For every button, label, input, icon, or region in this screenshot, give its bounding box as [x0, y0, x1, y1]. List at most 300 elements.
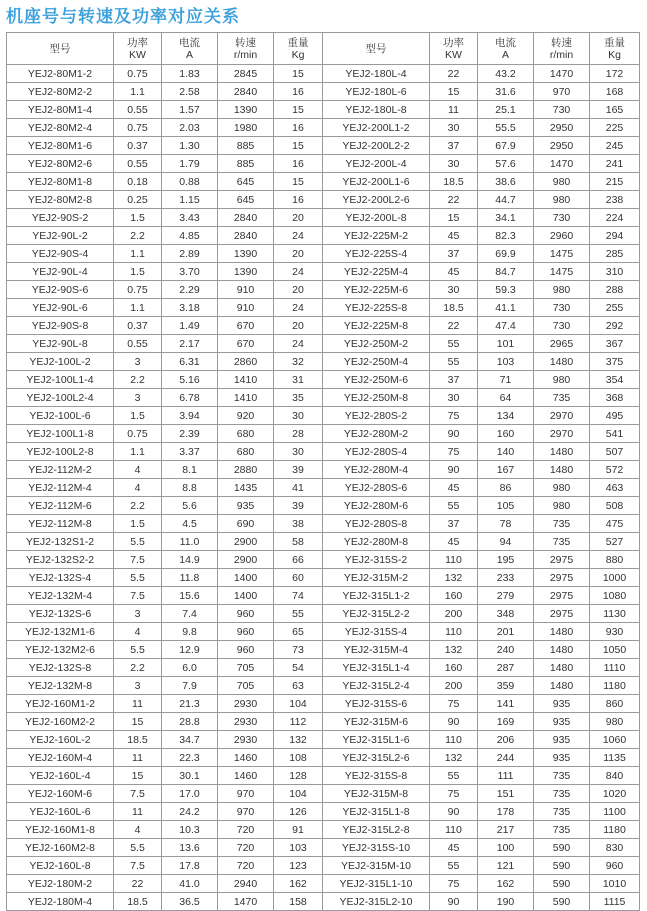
model-cell: YEJ2-280M-2 [323, 425, 430, 443]
speed-cell: 670 [218, 317, 274, 335]
model-cell: YEJ2-160L-2 [7, 731, 114, 749]
power-cell: 4 [114, 479, 162, 497]
current-cell: 244 [478, 749, 534, 767]
power-cell: 132 [430, 641, 478, 659]
speed-cell: 730 [534, 317, 590, 335]
speed-cell: 1480 [534, 641, 590, 659]
weight-cell: 74 [274, 587, 323, 605]
speed-cell: 590 [534, 857, 590, 875]
table-row [7, 83, 640, 101]
current-cell: 167 [478, 461, 534, 479]
current-cell: 111 [478, 767, 534, 785]
current-cell: 348 [478, 605, 534, 623]
speed-cell: 735 [534, 767, 590, 785]
speed-cell: 690 [218, 515, 274, 533]
header-current-unit: A [185, 48, 193, 61]
current-cell: 11.8 [162, 569, 218, 587]
header-speed-unit: r/min [233, 48, 258, 61]
header-speed [218, 33, 274, 65]
weight-cell: 285 [590, 245, 640, 263]
table-row [7, 569, 640, 587]
speed-cell: 1480 [534, 677, 590, 695]
model-cell: YEJ2-132S-6 [7, 605, 114, 623]
header-speed-label: 转速 [235, 36, 256, 49]
current-cell: 279 [478, 587, 534, 605]
speed-cell: 590 [534, 875, 590, 893]
model-cell: YEJ2-132S2-2 [7, 551, 114, 569]
power-cell: 75 [430, 443, 478, 461]
speed-cell: 1390 [218, 101, 274, 119]
power-cell: 1.1 [114, 83, 162, 101]
model-cell: YEJ2-250M-4 [323, 353, 430, 371]
model-cell: YEJ2-112M-8 [7, 515, 114, 533]
weight-cell: 1050 [590, 641, 640, 659]
table-row [7, 497, 640, 515]
model-cell: YEJ2-80M1-6 [7, 137, 114, 155]
current-cell: 0.88 [162, 173, 218, 191]
model-cell: YEJ2-112M-6 [7, 497, 114, 515]
power-cell: 55 [430, 335, 478, 353]
speed-cell: 720 [218, 821, 274, 839]
current-cell: 38.6 [478, 173, 534, 191]
power-cell: 37 [430, 371, 478, 389]
table-row [7, 245, 640, 263]
header-power [430, 33, 478, 65]
power-cell: 90 [430, 803, 478, 821]
speed-cell: 680 [218, 443, 274, 461]
current-cell: 359 [478, 677, 534, 695]
weight-cell: 16 [274, 83, 323, 101]
speed-cell: 720 [218, 857, 274, 875]
header-current [478, 33, 534, 65]
weight-cell: 15 [274, 65, 323, 83]
speed-cell: 645 [218, 191, 274, 209]
current-cell: 6.31 [162, 353, 218, 371]
current-cell: 17.8 [162, 857, 218, 875]
power-cell: 37 [430, 245, 478, 263]
speed-cell: 2965 [534, 335, 590, 353]
current-cell: 36.5 [162, 893, 218, 911]
model-cell: YEJ2-100L-6 [7, 407, 114, 425]
power-cell: 7.5 [114, 587, 162, 605]
power-cell: 5.5 [114, 569, 162, 587]
speed-cell: 1410 [218, 389, 274, 407]
current-cell: 13.6 [162, 839, 218, 857]
header-current [162, 33, 218, 65]
power-cell: 75 [430, 875, 478, 893]
weight-cell: 475 [590, 515, 640, 533]
current-cell: 84.7 [478, 263, 534, 281]
model-cell: YEJ2-280M-4 [323, 461, 430, 479]
power-cell: 3 [114, 389, 162, 407]
weight-cell: 126 [274, 803, 323, 821]
current-cell: 22.3 [162, 749, 218, 767]
speed-cell: 980 [534, 191, 590, 209]
model-cell: YEJ2-225M-8 [323, 317, 430, 335]
weight-cell: 1130 [590, 605, 640, 623]
power-cell: 55 [430, 353, 478, 371]
current-cell: 6.0 [162, 659, 218, 677]
weight-cell: 294 [590, 227, 640, 245]
power-cell: 3 [114, 677, 162, 695]
current-cell: 121 [478, 857, 534, 875]
current-cell: 31.6 [478, 83, 534, 101]
power-cell: 45 [430, 227, 478, 245]
speed-cell: 2930 [218, 731, 274, 749]
speed-cell: 2970 [534, 425, 590, 443]
weight-cell: 507 [590, 443, 640, 461]
current-cell: 1.83 [162, 65, 218, 83]
header-weight [590, 33, 640, 65]
table-row [7, 425, 640, 443]
header-current-label: 电流 [179, 36, 200, 49]
weight-cell: 55 [274, 605, 323, 623]
speed-cell: 1470 [218, 893, 274, 911]
table-row [7, 551, 640, 569]
model-cell: YEJ2-90S-8 [7, 317, 114, 335]
table-row [7, 641, 640, 659]
speed-cell: 2840 [218, 209, 274, 227]
weight-cell: 172 [590, 65, 640, 83]
table-row [7, 749, 640, 767]
table-row [7, 101, 640, 119]
model-cell: YEJ2-160M2-8 [7, 839, 114, 857]
speed-cell: 2900 [218, 533, 274, 551]
current-cell: 8.1 [162, 461, 218, 479]
speed-cell: 2940 [218, 875, 274, 893]
current-cell: 3.37 [162, 443, 218, 461]
current-cell: 151 [478, 785, 534, 803]
header-power-label: 功率 [127, 36, 148, 49]
power-cell: 110 [430, 821, 478, 839]
weight-cell: 1000 [590, 569, 640, 587]
current-cell: 287 [478, 659, 534, 677]
current-cell: 141 [478, 695, 534, 713]
table-row [7, 281, 640, 299]
table-row [7, 515, 640, 533]
weight-cell: 66 [274, 551, 323, 569]
power-cell: 0.37 [114, 137, 162, 155]
weight-cell: 1060 [590, 731, 640, 749]
power-cell: 110 [430, 623, 478, 641]
current-cell: 9.8 [162, 623, 218, 641]
model-cell: YEJ2-90L-6 [7, 299, 114, 317]
weight-cell: 572 [590, 461, 640, 479]
power-cell: 15 [430, 209, 478, 227]
power-cell: 22 [430, 65, 478, 83]
speed-cell: 1435 [218, 479, 274, 497]
speed-cell: 885 [218, 155, 274, 173]
model-cell: YEJ2-160M1-8 [7, 821, 114, 839]
header-power-label: 功率 [443, 36, 464, 49]
weight-cell: 123 [274, 857, 323, 875]
model-cell: YEJ2-250M-8 [323, 389, 430, 407]
power-cell: 4 [114, 623, 162, 641]
power-cell: 2.2 [114, 659, 162, 677]
model-cell: YEJ2-225S-4 [323, 245, 430, 263]
table-row [7, 155, 640, 173]
current-cell: 101 [478, 335, 534, 353]
weight-cell: 60 [274, 569, 323, 587]
speed-cell: 935 [534, 695, 590, 713]
model-cell: YEJ2-200L1-2 [323, 119, 430, 137]
header-power-unit: KW [129, 48, 146, 61]
model-cell: YEJ2-100L-2 [7, 353, 114, 371]
power-cell: 18.5 [430, 173, 478, 191]
power-cell: 11 [114, 803, 162, 821]
current-cell: 43.2 [478, 65, 534, 83]
speed-cell: 2975 [534, 605, 590, 623]
power-cell: 11 [114, 695, 162, 713]
table-row [7, 137, 640, 155]
weight-cell: 63 [274, 677, 323, 695]
weight-cell: 354 [590, 371, 640, 389]
speed-cell: 970 [218, 785, 274, 803]
power-cell: 7.5 [114, 857, 162, 875]
weight-cell: 16 [274, 155, 323, 173]
model-cell: YEJ2-315S-8 [323, 767, 430, 785]
model-cell: YEJ2-315S-6 [323, 695, 430, 713]
speed-cell: 735 [534, 785, 590, 803]
table-row [7, 227, 640, 245]
model-cell: YEJ2-100L2-8 [7, 443, 114, 461]
power-cell: 132 [430, 569, 478, 587]
current-cell: 2.58 [162, 83, 218, 101]
model-cell: YEJ2-160M2-2 [7, 713, 114, 731]
power-cell: 1.5 [114, 515, 162, 533]
current-cell: 134 [478, 407, 534, 425]
current-cell: 11.0 [162, 533, 218, 551]
power-cell: 4 [114, 821, 162, 839]
speed-cell: 735 [534, 821, 590, 839]
model-cell: YEJ2-315L2-6 [323, 749, 430, 767]
weight-cell: 541 [590, 425, 640, 443]
model-cell: YEJ2-180L-4 [323, 65, 430, 83]
power-cell: 1.1 [114, 245, 162, 263]
model-cell: YEJ2-180M-4 [7, 893, 114, 911]
speed-cell: 960 [218, 605, 274, 623]
current-cell: 2.39 [162, 425, 218, 443]
speed-cell: 1480 [534, 623, 590, 641]
weight-cell: 104 [274, 785, 323, 803]
current-cell: 3.70 [162, 263, 218, 281]
motor-spec-table [6, 32, 640, 911]
power-cell: 45 [430, 263, 478, 281]
weight-cell: 375 [590, 353, 640, 371]
weight-cell: 1110 [590, 659, 640, 677]
weight-cell: 128 [274, 767, 323, 785]
power-cell: 1.1 [114, 299, 162, 317]
speed-cell: 1480 [534, 353, 590, 371]
weight-cell: 20 [274, 209, 323, 227]
weight-cell: 32 [274, 353, 323, 371]
model-cell: YEJ2-200L2-6 [323, 191, 430, 209]
speed-cell: 970 [534, 83, 590, 101]
power-cell: 0.75 [114, 425, 162, 443]
weight-cell: 24 [274, 263, 323, 281]
speed-cell: 2975 [534, 569, 590, 587]
power-cell: 37 [430, 137, 478, 155]
table-row [7, 371, 640, 389]
current-cell: 4.5 [162, 515, 218, 533]
model-cell: YEJ2-315S-4 [323, 623, 430, 641]
current-cell: 44.7 [478, 191, 534, 209]
current-cell: 2.29 [162, 281, 218, 299]
table-body [7, 65, 640, 911]
weight-cell: 241 [590, 155, 640, 173]
table-row [7, 317, 640, 335]
weight-cell: 24 [274, 335, 323, 353]
header-speed-label: 转速 [551, 36, 572, 49]
power-cell: 3 [114, 605, 162, 623]
current-cell: 7.9 [162, 677, 218, 695]
model-cell: YEJ2-132S-8 [7, 659, 114, 677]
current-cell: 1.79 [162, 155, 218, 173]
speed-cell: 1400 [218, 587, 274, 605]
model-cell: YEJ2-315L2-8 [323, 821, 430, 839]
weight-cell: 840 [590, 767, 640, 785]
model-cell: YEJ2-180M-2 [7, 875, 114, 893]
power-cell: 30 [430, 119, 478, 137]
speed-cell: 980 [534, 281, 590, 299]
current-cell: 69.9 [478, 245, 534, 263]
current-cell: 201 [478, 623, 534, 641]
weight-cell: 215 [590, 173, 640, 191]
weight-cell: 1080 [590, 587, 640, 605]
speed-cell: 1980 [218, 119, 274, 137]
current-cell: 4.85 [162, 227, 218, 245]
speed-cell: 735 [534, 803, 590, 821]
weight-cell: 31 [274, 371, 323, 389]
power-cell: 90 [430, 425, 478, 443]
weight-cell: 54 [274, 659, 323, 677]
header-current-label: 电流 [495, 36, 516, 49]
weight-cell: 20 [274, 317, 323, 335]
power-cell: 55 [430, 497, 478, 515]
model-cell: YEJ2-80M1-8 [7, 173, 114, 191]
table-row [7, 605, 640, 623]
model-cell: YEJ2-90S-2 [7, 209, 114, 227]
current-cell: 47.4 [478, 317, 534, 335]
power-cell: 37 [430, 515, 478, 533]
weight-cell: 292 [590, 317, 640, 335]
power-cell: 75 [430, 785, 478, 803]
power-cell: 2.2 [114, 497, 162, 515]
model-cell: YEJ2-132M1-6 [7, 623, 114, 641]
power-cell: 110 [430, 551, 478, 569]
model-cell: YEJ2-250M-2 [323, 335, 430, 353]
speed-cell: 920 [218, 407, 274, 425]
model-cell: YEJ2-315L1-2 [323, 587, 430, 605]
weight-cell: 238 [590, 191, 640, 209]
speed-cell: 1480 [534, 659, 590, 677]
current-cell: 2.03 [162, 119, 218, 137]
weight-cell: 20 [274, 281, 323, 299]
model-cell: YEJ2-200L-8 [323, 209, 430, 227]
power-cell: 11 [430, 101, 478, 119]
power-cell: 75 [430, 695, 478, 713]
table-row [7, 263, 640, 281]
power-cell: 15 [114, 767, 162, 785]
current-cell: 28.8 [162, 713, 218, 731]
model-cell: YEJ2-90L-2 [7, 227, 114, 245]
header-speed-unit: r/min [549, 48, 574, 61]
speed-cell: 1470 [534, 65, 590, 83]
weight-cell: 24 [274, 227, 323, 245]
current-cell: 55.5 [478, 119, 534, 137]
model-cell: YEJ2-90L-8 [7, 335, 114, 353]
model-cell: YEJ2-280S-6 [323, 479, 430, 497]
model-cell: YEJ2-180L-6 [323, 83, 430, 101]
speed-cell: 1460 [218, 767, 274, 785]
weight-cell: 39 [274, 497, 323, 515]
current-cell: 78 [478, 515, 534, 533]
power-cell: 11 [114, 749, 162, 767]
speed-cell: 2880 [218, 461, 274, 479]
current-cell: 7.4 [162, 605, 218, 623]
table-row [7, 335, 640, 353]
speed-cell: 2975 [534, 587, 590, 605]
header-speed [534, 33, 590, 65]
model-cell: YEJ2-315L2-4 [323, 677, 430, 695]
table-row [7, 893, 640, 911]
speed-cell: 670 [218, 335, 274, 353]
power-cell: 2.2 [114, 371, 162, 389]
current-cell: 25.1 [478, 101, 534, 119]
power-cell: 45 [430, 839, 478, 857]
table-row [7, 587, 640, 605]
weight-cell: 310 [590, 263, 640, 281]
model-cell: YEJ2-132M-8 [7, 677, 114, 695]
model-cell: YEJ2-80M2-2 [7, 83, 114, 101]
speed-cell: 1390 [218, 245, 274, 263]
weight-cell: 16 [274, 191, 323, 209]
table-row [7, 407, 640, 425]
speed-cell: 980 [534, 371, 590, 389]
speed-cell: 730 [534, 299, 590, 317]
speed-cell: 1470 [534, 155, 590, 173]
power-cell: 45 [430, 479, 478, 497]
table-row [7, 857, 640, 875]
model-cell: YEJ2-315M-2 [323, 569, 430, 587]
header-weight-label: 重量 [604, 36, 625, 49]
power-cell: 22 [430, 317, 478, 335]
speed-cell: 885 [218, 137, 274, 155]
model-cell: YEJ2-160L-8 [7, 857, 114, 875]
weight-cell: 1100 [590, 803, 640, 821]
current-cell: 86 [478, 479, 534, 497]
current-cell: 12.9 [162, 641, 218, 659]
weight-cell: 28 [274, 425, 323, 443]
power-cell: 55 [430, 767, 478, 785]
current-cell: 233 [478, 569, 534, 587]
table-row [7, 785, 640, 803]
speed-cell: 735 [534, 389, 590, 407]
current-cell: 178 [478, 803, 534, 821]
power-cell: 0.55 [114, 335, 162, 353]
weight-cell: 38 [274, 515, 323, 533]
model-cell: YEJ2-280S-4 [323, 443, 430, 461]
model-cell: YEJ2-90L-4 [7, 263, 114, 281]
model-cell: YEJ2-100L1-8 [7, 425, 114, 443]
current-cell: 5.6 [162, 497, 218, 515]
weight-cell: 860 [590, 695, 640, 713]
power-cell: 0.75 [114, 119, 162, 137]
current-cell: 2.17 [162, 335, 218, 353]
speed-cell: 2840 [218, 83, 274, 101]
speed-cell: 910 [218, 299, 274, 317]
current-cell: 100 [478, 839, 534, 857]
